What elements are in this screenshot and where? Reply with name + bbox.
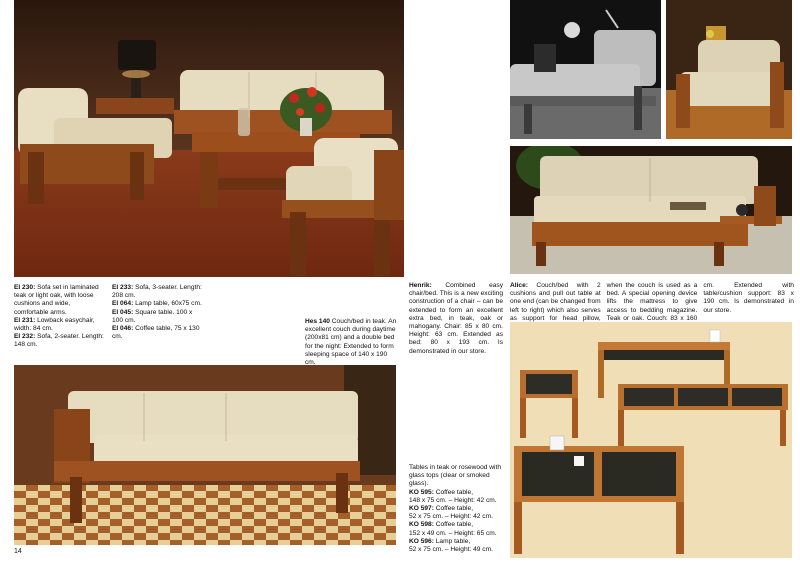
caption-ko-597: KO 597: Coffee table, 52 x 75 cm. – Height: 42 cm. — [409, 505, 493, 521]
caption-el-046: El 046: Coffee table, 75 x 130 cm. — [112, 325, 200, 341]
hes-140-caption: Hes 140 Couch/bed in teak. An excellent couch during daytime (200x81 cm) and a double bed for the night: Extended to form sleeping space of 140 x 190 cm. — [305, 318, 397, 367]
alice-couch-photo — [510, 146, 792, 274]
page-number: 14 — [14, 548, 22, 555]
alice-caption: Alice: Couch/bed with 2 cushions and pull out table at one end (can be changed from left to right) which also serves as support for head pillow, when the couch is used as a bed. A special opening device lifts the mattress to give access to bedding magazine. Teak or oak. Couch: 83 x 160 cm. Extended with table/cushion support: 83 x 190 cm. Is demonstrated in our store. — [510, 282, 794, 322]
caption-ko-595: KO 595: Coffee table, 148 x 75 cm. – Height: 42 cm. — [409, 488, 497, 504]
ko-tables-caption — [409, 464, 507, 554]
living-room-sofa-set-photo — [14, 0, 404, 277]
caption-el-233: El 233: Sofa, 3-seater. Length: 208 cm. — [112, 284, 202, 300]
caption-el-231: El 231: Lowback easychair, width: 84 cm. — [14, 316, 95, 333]
caption-el-045: El 045: Square table. 100 x 100 cm. — [112, 308, 193, 324]
hes-140-couch-photo — [14, 365, 396, 545]
henrik-chair-color-photo — [666, 0, 792, 139]
ko-glass-tables-photo — [510, 322, 792, 558]
ko-intro: Tables in teak or rosewood with glass tops (clear or smoked glass). — [409, 464, 501, 488]
caption-el-230: El 230: Sofa set in laminated teak or light oak, with loose cushions and wide, comfortable arms. — [14, 284, 99, 316]
caption-ko-596: KO 596: Lamp table, 52 x 75 cm. – Height: 49 cm. — [409, 537, 493, 554]
caption-el-232: El 232: Sofa, 2-seater. Length: 148 cm. — [14, 333, 104, 349]
el-series-caption-left — [14, 284, 106, 350]
henrik-chair-bw-photo — [510, 0, 661, 139]
el-series-caption-right — [112, 284, 202, 341]
henrik-caption: Henrik: Combined easy chair/bed. This is a new exciting construction of a chair – can be extended to form an excellent extra bed, in teak, oak or mahogany. Chair: 85 x 80 cm. Height: 63 cm. Extended as bed: 80 x 193 cm. Is demonstrated in our store. — [409, 282, 503, 355]
caption-ko-598: KO 598: Coffee table, 152 x 49 cm. – Height: 65 cm. — [409, 521, 497, 537]
caption-el-064: El 064: Lamp table, 60x75 cm. — [112, 300, 202, 308]
